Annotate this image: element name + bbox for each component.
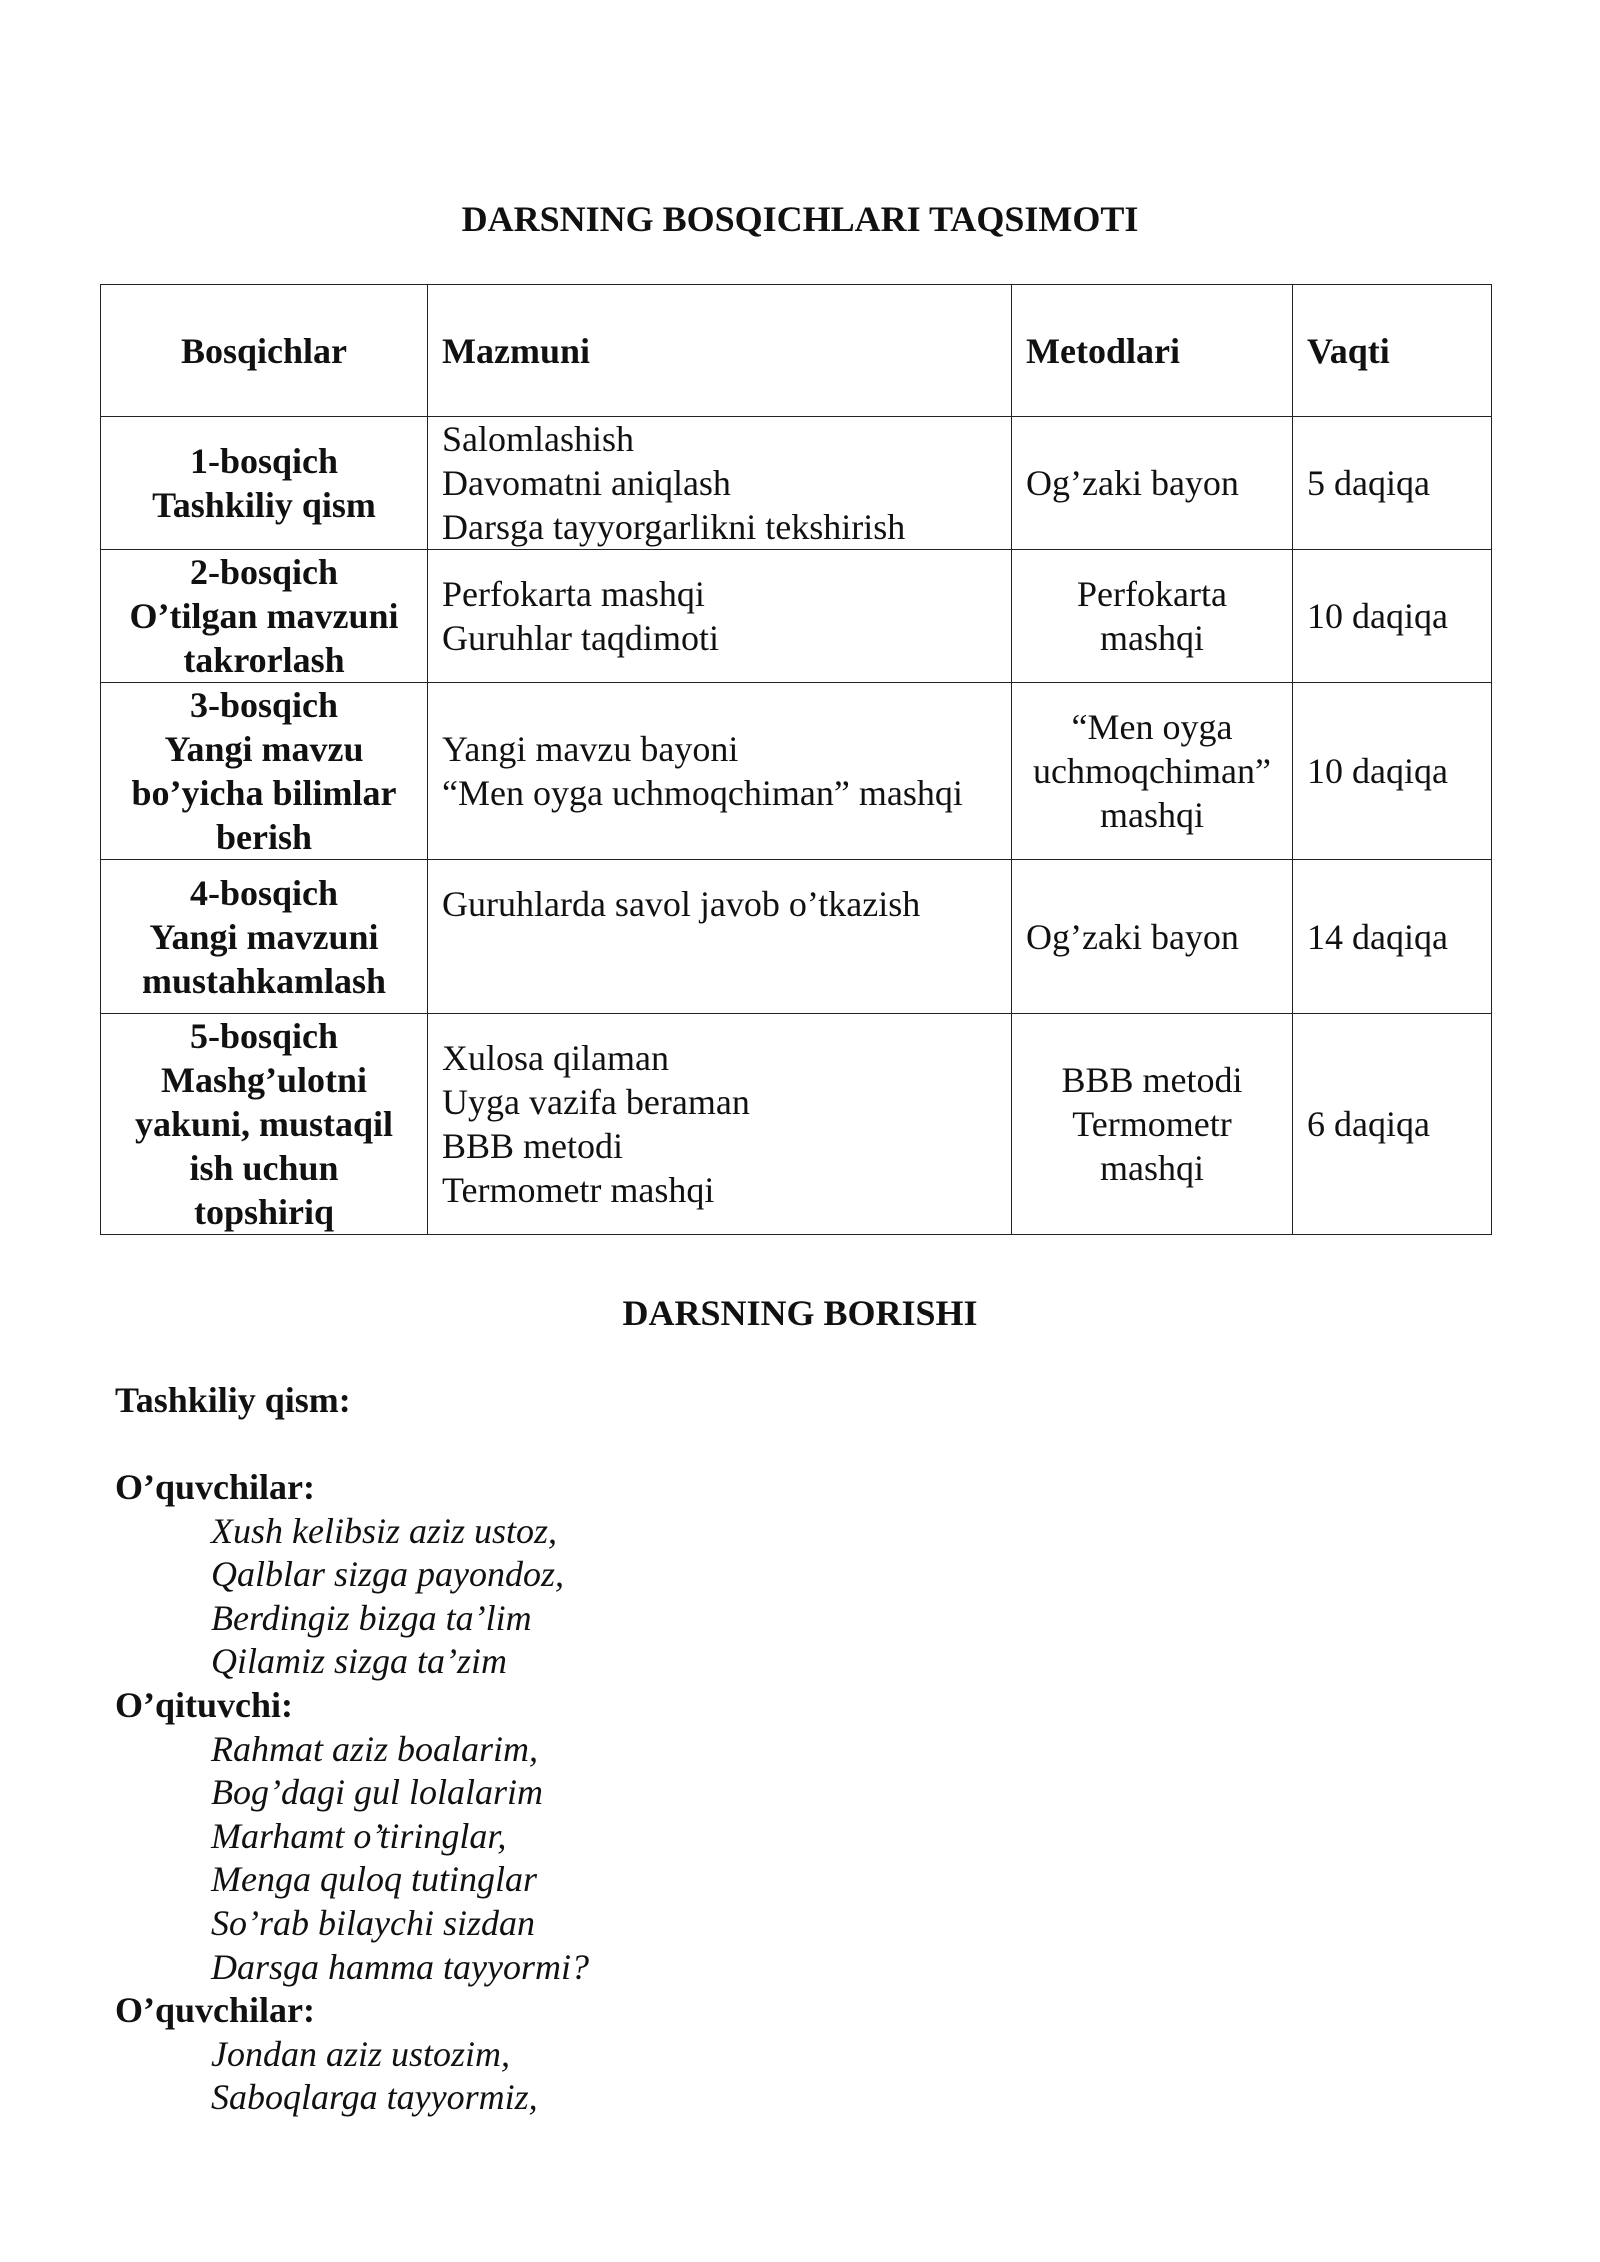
column-header-content: Mazmuni [428, 285, 1012, 417]
content-line: Guruhlar taqdimoti [442, 618, 719, 658]
column-header-time: Vaqti [1293, 285, 1492, 417]
verse [115, 1510, 1415, 1684]
verse-line: Bog’dagi gul lolalarim [211, 1772, 543, 1813]
column-header-methods: Metodlari [1012, 285, 1293, 417]
stage-title: Yangi mavzu [164, 729, 364, 769]
stage-title: takrorlash [183, 640, 345, 680]
dialogue-part [115, 1684, 1415, 1989]
table-row [101, 417, 1492, 550]
verse [115, 2033, 1415, 2120]
verse-line: Menga quloq tutinglar [211, 1859, 537, 1900]
dialogue-part [115, 1466, 1415, 1684]
stage-number: 2-bosqich [189, 552, 339, 592]
time-cell: 10 daqiqa [1293, 550, 1492, 683]
page-title: DARSNING BOSQICHLARI TAQSIMOTI [461, 199, 1139, 239]
table-row [101, 550, 1492, 683]
method-line: uchmoqchiman” [1033, 751, 1271, 791]
lesson-stages-table [100, 284, 1492, 1235]
content-line: Termometr mashqi [442, 1170, 715, 1210]
stage-title: Tashkiliy qism [152, 485, 376, 525]
stage-title: O’tilgan mavzuni [129, 596, 399, 636]
content-line: Davomatni aniqlash [442, 463, 731, 503]
verse-line: So’rab bilaychi sizdan [211, 1902, 535, 1943]
content-cell [428, 417, 1012, 550]
verse-line: Saboqlarga tayyormiz, [211, 2077, 538, 2118]
verse-line: Xush kelibsiz aziz ustoz, [211, 1510, 558, 1551]
verse-line: Berdingiz bizga ta’lim [211, 1597, 532, 1638]
section-heading: Tashkiliy qism: [115, 1380, 351, 1420]
content-cell [428, 683, 1012, 860]
verse-line: Darsga hamma tayyormi? [211, 1946, 589, 1987]
content-line: “Men oyga uchmoqchiman” mashqi [442, 773, 963, 813]
table-row [101, 1014, 1492, 1235]
method-cell [1012, 683, 1293, 860]
stage-title: berish [215, 817, 312, 857]
stage-title: bo’yicha bilimlar [131, 773, 397, 813]
method-line: BBB metodi [1061, 1060, 1243, 1100]
verse-line: Rahmat aziz boalarim, [211, 1728, 539, 1769]
method-line: Og’zaki bayon [1026, 916, 1239, 957]
stage-title: mustahkamlash [141, 960, 387, 1001]
content-cell [428, 1014, 1012, 1235]
column-header-stages: Bosqichlar [101, 285, 428, 417]
time-cell: 6 daqiqa [1293, 1014, 1492, 1235]
verse-line: Qalblar sizga payondoz, [211, 1554, 565, 1595]
speaker-label: O’quvchilar: [115, 1467, 316, 1507]
stage-title: yakuni, mustaqil [134, 1104, 394, 1144]
method-line: Perfokarta [1077, 574, 1227, 614]
stage-cell [101, 550, 428, 683]
method-cell [1012, 417, 1293, 550]
method-line: Og’zaki bayon [1026, 463, 1239, 503]
method-line: Termometr [1072, 1104, 1232, 1144]
method-line: mashqi [1100, 618, 1204, 658]
stage-number: 3-bosqich [189, 685, 339, 725]
stage-title: Yangi mavzuni [149, 916, 379, 957]
verse [115, 1728, 1415, 1990]
table-row [101, 860, 1492, 1014]
content-line: Uyga vazifa beraman [442, 1082, 750, 1122]
content-line: Guruhlarda savol javob o’tkazish [442, 884, 921, 924]
dialogue-part [115, 1989, 1415, 2120]
dialogue-block [115, 1466, 1415, 2120]
time-cell: 10 daqiqa [1293, 683, 1492, 860]
verse-line: Qilamiz sizga ta’zim [211, 1641, 508, 1682]
stage-title: topshiriq [193, 1192, 335, 1232]
section-title: DARSNING BORISHI [622, 1293, 978, 1333]
content-line: Xulosa qilaman [442, 1038, 669, 1078]
speaker-label: O’quvchilar: [115, 1990, 316, 2031]
speaker-label: O’qituvchi: [115, 1684, 294, 1725]
stage-number: 1-bosqich [189, 441, 339, 481]
stage-number: 4-bosqich [189, 872, 339, 913]
content-line: Darsga tayyorgarlikni tekshirish [442, 507, 906, 547]
method-cell [1012, 550, 1293, 683]
stage-number: 5-bosqich [189, 1016, 339, 1056]
content-line: Perfokarta mashqi [442, 574, 705, 614]
method-cell [1012, 860, 1293, 1014]
stage-cell [101, 417, 428, 550]
content-line: BBB metodi [442, 1126, 624, 1166]
stage-cell [101, 1014, 428, 1235]
content-line: Salomlashish [442, 419, 635, 459]
content-line: Yangi mavzu bayoni [442, 729, 739, 769]
method-line: mashqi [1100, 1148, 1204, 1188]
table-header-row [101, 285, 1492, 417]
method-line: mashqi [1100, 795, 1204, 835]
verse-line: Jondan aziz ustozim, [211, 2033, 511, 2074]
method-cell [1012, 1014, 1293, 1235]
stage-title: Mashg’ulotni [160, 1060, 368, 1100]
content-cell [428, 860, 1012, 1014]
time-cell: 14 daqiqa [1293, 860, 1492, 1014]
verse-line: Marhamt o’tiringlar, [211, 1815, 507, 1856]
content-cell [428, 550, 1012, 683]
table-row [101, 683, 1492, 860]
stage-cell [101, 683, 428, 860]
time-cell: 5 daqiqa [1293, 417, 1492, 550]
method-line: “Men oyga [1071, 707, 1233, 747]
stage-cell [101, 860, 428, 1014]
stage-title: ish uchun [189, 1148, 339, 1188]
